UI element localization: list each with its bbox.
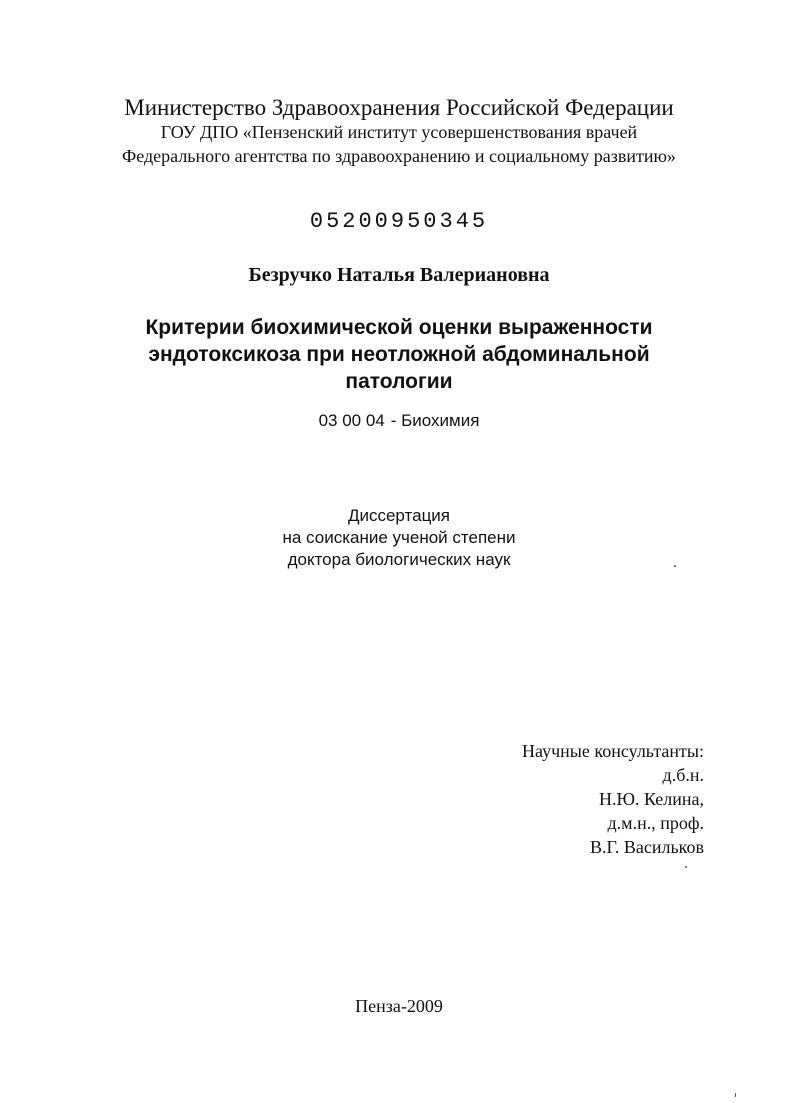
city-year: Пенза-2009 xyxy=(355,996,443,1016)
dissertation-info xyxy=(200,505,598,571)
dissertation-degree: доктора биологических наук xyxy=(287,550,511,569)
ministry-name: Министерство Здравоохранения Российской Федерации xyxy=(124,95,674,120)
scientific-consultants xyxy=(522,739,704,859)
speciality-name: - Биохимия xyxy=(390,411,480,430)
consultants-heading: Научные консультанты: xyxy=(522,741,704,761)
registration-code: 05200950345 xyxy=(309,209,489,234)
scan-speck xyxy=(685,866,687,868)
author-name: Безручко Наталья Валериановна xyxy=(248,264,550,286)
title-line-3: патологии xyxy=(345,370,453,393)
consultant-1-name: Н.Ю. Келина, xyxy=(598,789,704,809)
institution-name: ГОУ ДПО «Пензенский институт усовершенствования врачей xyxy=(160,122,638,142)
consultant-2-degree: д.м.н., проф. xyxy=(607,813,704,833)
scan-speck xyxy=(735,1093,736,1097)
consultant-1-degree: д.б.н. xyxy=(662,765,704,785)
title-line-2: эндотоксикоза при неотложной абдоминальной xyxy=(148,343,650,366)
agency-name: Федерального агентства по здравоохранению и социальному развитию» xyxy=(122,146,676,166)
speciality-code: 03 00 04 xyxy=(318,411,385,430)
speciality xyxy=(0,411,798,431)
consultant-2-name: В.Г. Васильков xyxy=(589,837,704,857)
dissertation-title xyxy=(120,314,678,395)
title-line-1: Критерии биохимической оценки выраженности xyxy=(145,316,653,339)
scan-speck xyxy=(674,565,676,567)
dissertation-purpose: на соискание ученой степени xyxy=(282,528,516,547)
dissertation-type: Диссертация xyxy=(347,506,451,525)
